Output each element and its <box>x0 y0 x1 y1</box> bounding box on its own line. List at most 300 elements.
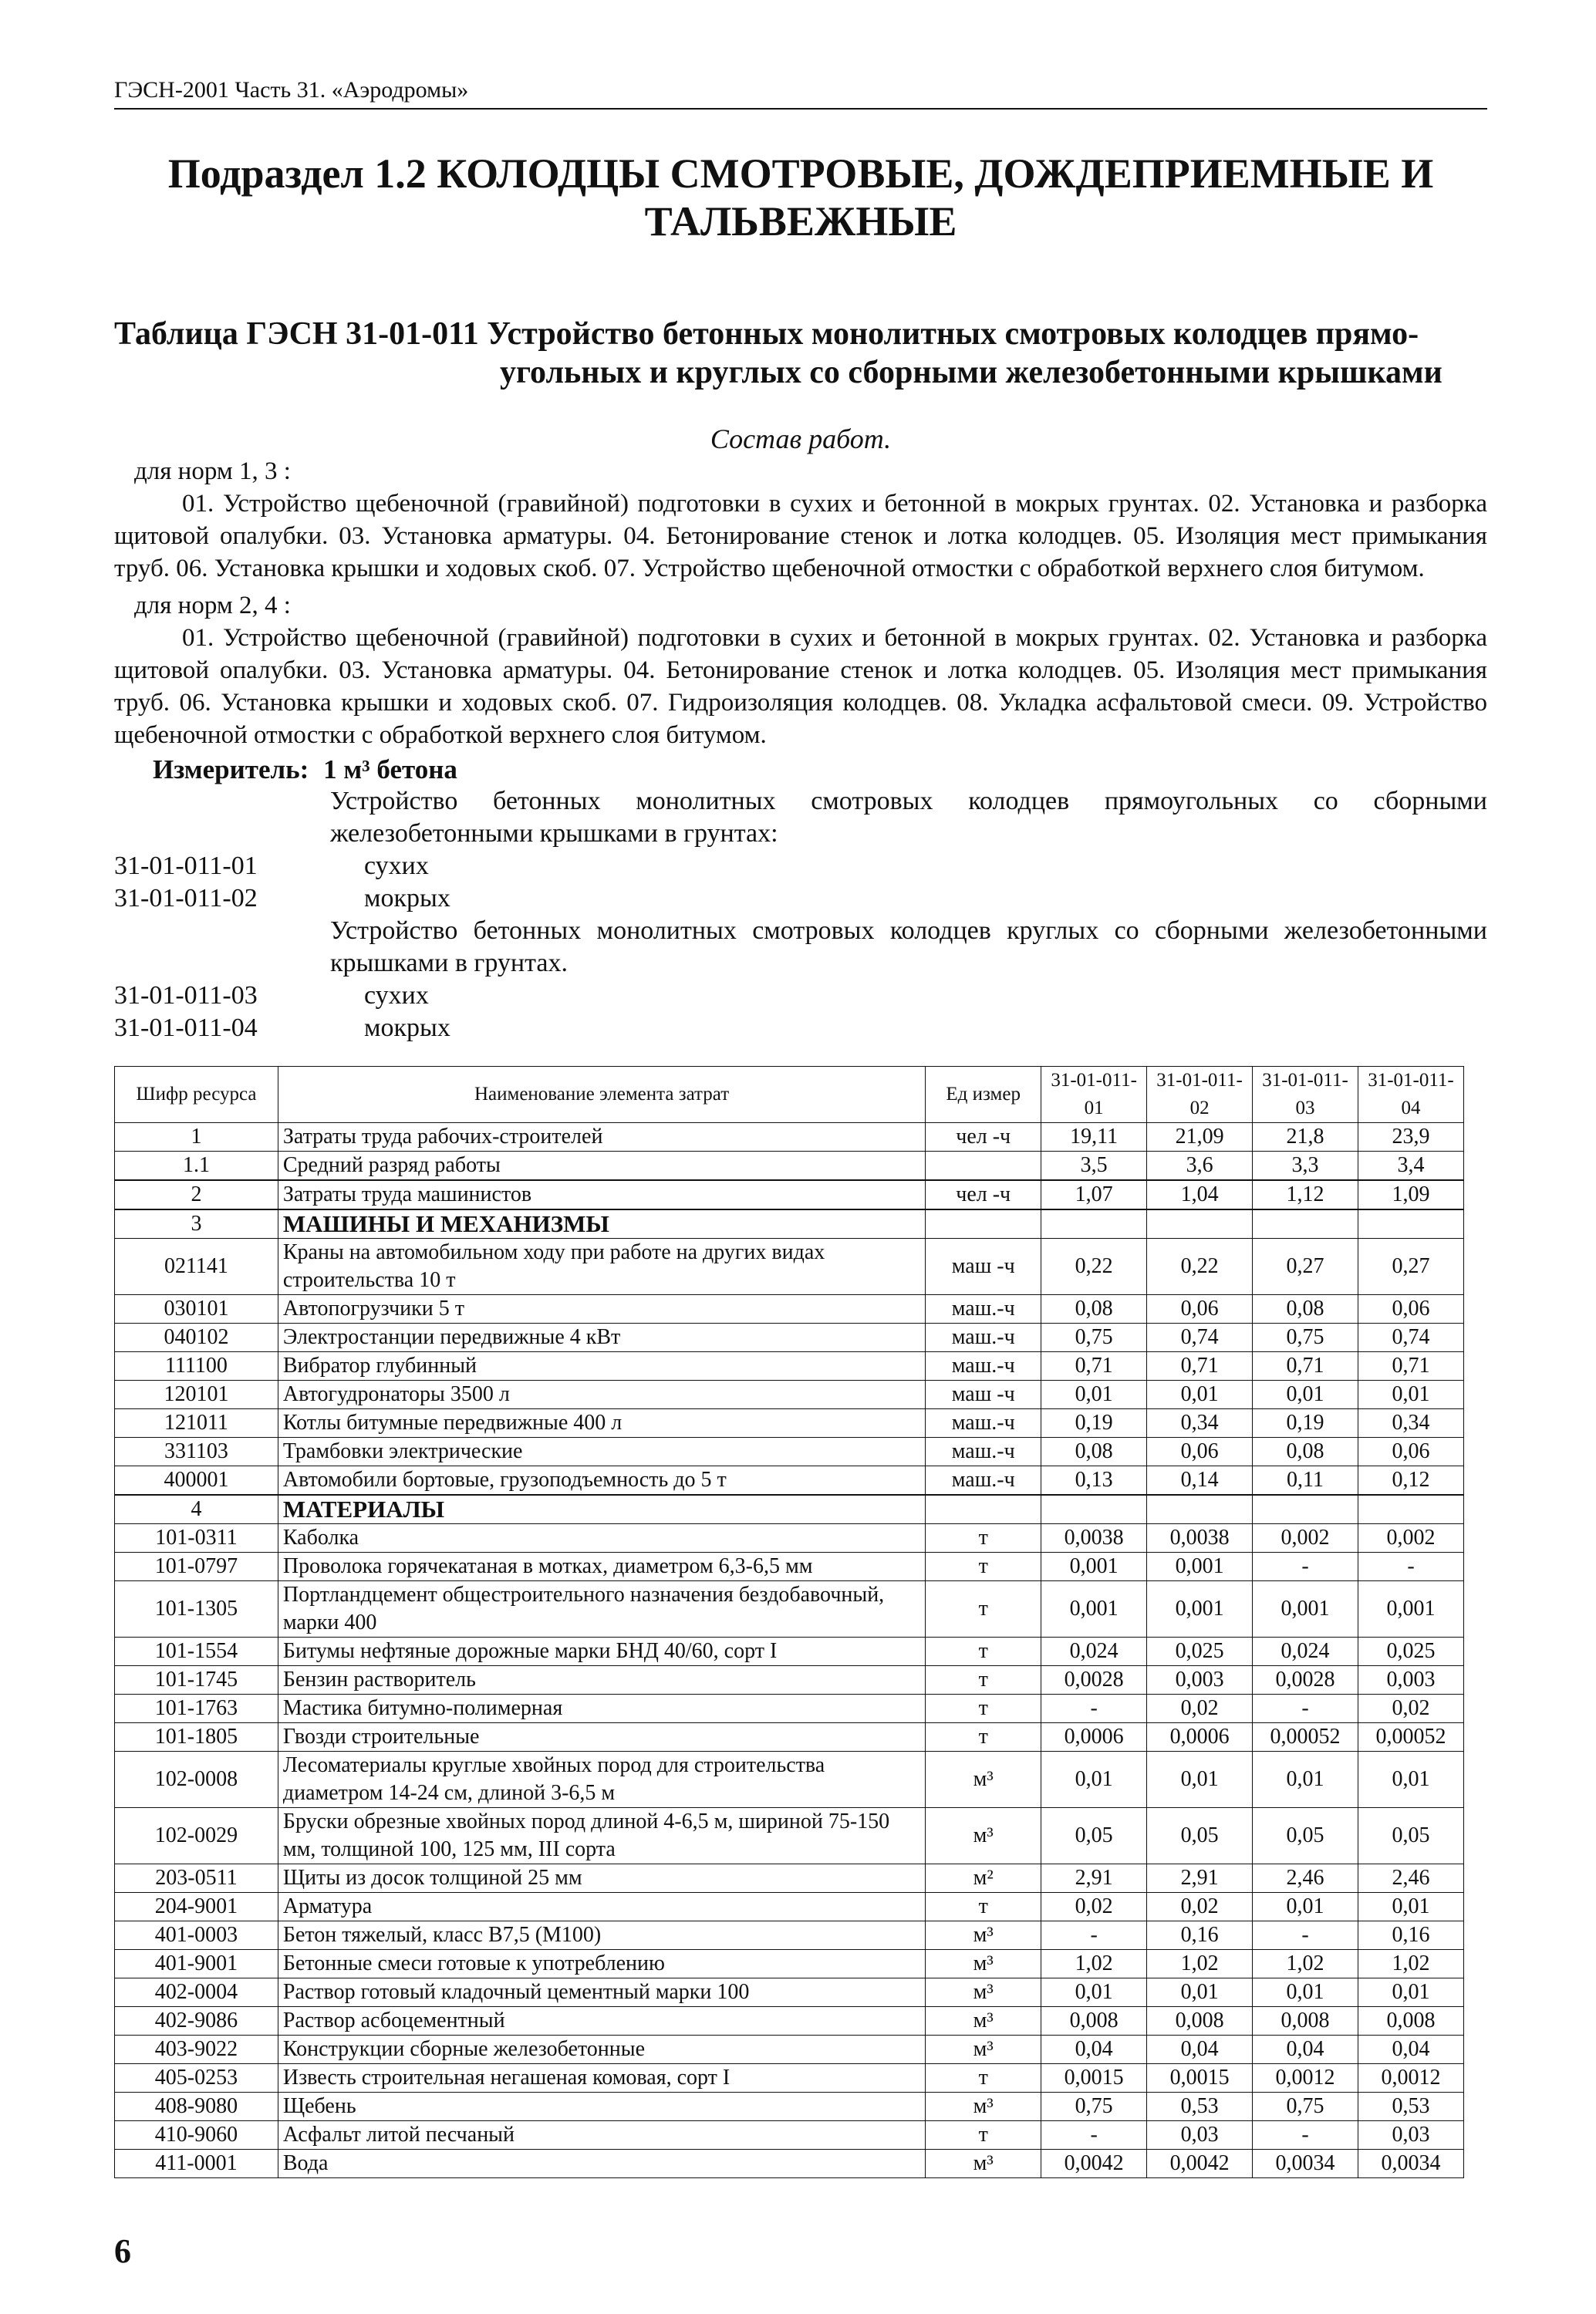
cell-code: 204-9001 <box>115 1893 278 1921</box>
cell-unit: т <box>926 1666 1041 1695</box>
cell-code: 101-1745 <box>115 1666 278 1695</box>
cell-col-1: - <box>1041 1921 1147 1950</box>
cell-col-2: 0,001 <box>1147 1553 1253 1581</box>
cell-code: 203-0511 <box>115 1864 278 1893</box>
cell-unit: м³ <box>926 1978 1041 2007</box>
norms-1-3-text: 01. Устройство щебеночной (гравийной) подготовки в сухих и бетонной в мокрых грунтах. 02. Установка и разборка щитовой опалубки. 03. Установка арматуры. 04. Бетонирование стенок и лотка колодцев. 05. Изоляция мест примыкания труб. 06. Установка крышки и ходовых скоб. 07. Устройство щебеночной отмостки с обработкой верхнего слоя битумом. <box>114 490 1487 582</box>
cell-col-2: 21,09 <box>1147 1123 1253 1152</box>
cell-code: 111100 <box>115 1352 278 1381</box>
cell-code: 408-9080 <box>115 2093 278 2121</box>
cell-col-2: 0,06 <box>1147 1295 1253 1324</box>
cell-name: Лесоматериалы круглые хвойных пород для строительства диаметром 14-24 см, длиной 3-6,5 м <box>278 1752 925 1808</box>
cell-col-2: 0,16 <box>1147 1921 1253 1950</box>
cell-col-4: 0,53 <box>1358 2093 1463 2121</box>
cell-name: Автогудронаторы 3500 л <box>278 1381 925 1409</box>
cell-col-2: 0,0038 <box>1147 1524 1253 1553</box>
cell-col-4: 23,9 <box>1358 1123 1463 1152</box>
cell-unit: маш -ч <box>926 1381 1041 1409</box>
cell-col-1: 0,0042 <box>1041 2150 1147 2178</box>
cell-col-2: 1,02 <box>1147 1950 1253 1978</box>
cell-code: 405-0253 <box>115 2064 278 2093</box>
cell-name: Котлы битумные передвижные 400 л <box>278 1409 925 1438</box>
cell-unit: т <box>926 1524 1041 1553</box>
cell-col-3: 0,04 <box>1253 2036 1358 2064</box>
cell-col-4: 0,02 <box>1358 1695 1463 1723</box>
header-col-3: 31-01-011-03 <box>1253 1067 1358 1123</box>
cell-unit: т <box>926 1695 1041 1723</box>
cell-col-2: 0,01 <box>1147 1752 1253 1808</box>
cell-col-4: 0,0034 <box>1358 2150 1463 2178</box>
cell-col-2: 0,0006 <box>1147 1723 1253 1752</box>
cell-code: 402-9086 <box>115 2007 278 2036</box>
cell-unit: маш -ч <box>926 1239 1041 1295</box>
cell-col-1: 0,08 <box>1041 1438 1147 1466</box>
variant-label: сухих <box>364 852 429 880</box>
table-row <box>115 1666 1464 1695</box>
cell-col-1: 0,001 <box>1041 1581 1147 1638</box>
cell-col-3: 0,71 <box>1253 1352 1358 1381</box>
cell-col-3: - <box>1253 1553 1358 1581</box>
header-col-2: 31-01-011-02 <box>1147 1067 1253 1123</box>
cell-col-2: 0,53 <box>1147 2093 1253 2121</box>
cell-code: 410-9060 <box>115 2121 278 2150</box>
cell-col-3: - <box>1253 2121 1358 2150</box>
cell-col-4: 0,27 <box>1358 1239 1463 1295</box>
cell-code: 102-0008 <box>115 1752 278 1808</box>
desc-rect-block <box>114 785 1487 850</box>
cell-col-4 <box>1358 1209 1463 1239</box>
cell-col-3: 0,11 <box>1253 1466 1358 1496</box>
table-row <box>115 1638 1464 1666</box>
cell-col-1: 0,04 <box>1041 2036 1147 2064</box>
cell-col-1: 0,05 <box>1041 1808 1147 1864</box>
cell-name: Конструкции сборные железобетонные <box>278 2036 925 2064</box>
cell-unit: м³ <box>926 2036 1041 2064</box>
header-code: Шифр ресурса <box>115 1067 278 1123</box>
cell-unit: м³ <box>926 1752 1041 1808</box>
variant-code: 31-01-011-03 <box>114 981 258 1010</box>
table-row <box>115 1409 1464 1438</box>
cell-name: Автопогрузчики 5 т <box>278 1295 925 1324</box>
cell-col-2: 0,01 <box>1147 1381 1253 1409</box>
variant-row <box>114 850 1487 882</box>
cell-code: 331103 <box>115 1438 278 1466</box>
header-unit: Ед измер <box>926 1067 1041 1123</box>
table-row <box>115 2036 1464 2064</box>
table-row <box>115 1978 1464 2007</box>
table-row <box>115 1152 1464 1181</box>
cell-col-2: 3,6 <box>1147 1152 1253 1181</box>
cell-unit: м³ <box>926 2007 1041 2036</box>
cell-code: 4 <box>115 1495 278 1524</box>
cell-col-3: - <box>1253 1921 1358 1950</box>
table-row <box>115 1524 1464 1553</box>
cell-col-3: 0,0028 <box>1253 1666 1358 1695</box>
cell-name: Вибратор глубинный <box>278 1352 925 1381</box>
cell-unit: маш.-ч <box>926 1466 1041 1496</box>
cell-code: 101-1554 <box>115 1638 278 1666</box>
header-col-4: 31-01-011-04 <box>1358 1067 1463 1123</box>
cell-unit: т <box>926 2064 1041 2093</box>
cell-name: Бензин растворитель <box>278 1666 925 1695</box>
cell-col-3 <box>1253 1209 1358 1239</box>
cell-code: 040102 <box>115 1324 278 1352</box>
cell-code: 101-0311 <box>115 1524 278 1553</box>
cell-unit: м³ <box>926 2150 1041 2178</box>
cell-name: Затраты труда машинистов <box>278 1180 925 1209</box>
norms-2-4-label: для норм 2, 4 : <box>134 592 291 619</box>
cell-col-3: 1,12 <box>1253 1180 1358 1209</box>
section-title: Подраздел 1.2 КОЛОДЦЫ СМОТРОВЫЕ, ДОЖДЕПРИЕМНЫЕ И ТАЛЬВЕЖНЫЕ <box>167 150 1434 245</box>
cell-col-2: 0,04 <box>1147 2036 1253 2064</box>
cell-col-2: 0,02 <box>1147 1695 1253 1723</box>
page-header: ГЭСН-2001 Часть 31. «Аэродромы» <box>114 77 1487 110</box>
cell-code: 030101 <box>115 1295 278 1324</box>
variant-label: сухих <box>364 981 429 1010</box>
table-header-row <box>115 1067 1464 1123</box>
cell-col-2: 0,008 <box>1147 2007 1253 2036</box>
cell-name: Автомобили бортовые, грузоподъемность до 5 т <box>278 1466 925 1496</box>
cell-col-3: 2,46 <box>1253 1864 1358 1893</box>
cell-unit: м³ <box>926 1950 1041 1978</box>
cell-name: Бетонные смеси готовые к употреблению <box>278 1950 925 1978</box>
cell-code: 403-9022 <box>115 2036 278 2064</box>
cell-code: 021141 <box>115 1239 278 1295</box>
norms-1-3-label: для норм 1, 3 : <box>134 457 291 485</box>
cell-unit: м³ <box>926 2093 1041 2121</box>
cell-col-2: 0,71 <box>1147 1352 1253 1381</box>
cell-name: Трамбовки электрические <box>278 1438 925 1466</box>
cell-col-4: 0,025 <box>1358 1638 1463 1666</box>
page-number: 6 <box>114 2232 131 2270</box>
cell-name: Щебень <box>278 2093 925 2121</box>
cell-col-2: 0,05 <box>1147 1808 1253 1864</box>
variant-label: мокрых <box>364 884 450 912</box>
cell-col-2: 0,06 <box>1147 1438 1253 1466</box>
cell-name: Бетон тяжелый, класс В7,5 (М100) <box>278 1921 925 1950</box>
cell-col-4: 0,04 <box>1358 2036 1463 2064</box>
cell-col-3: 0,008 <box>1253 2007 1358 2036</box>
header-col-1: 31-01-011-01 <box>1041 1067 1147 1123</box>
cell-unit: т <box>926 1581 1041 1638</box>
cell-unit: т <box>926 2121 1041 2150</box>
table-row <box>115 1324 1464 1352</box>
cell-col-3: 1,02 <box>1253 1950 1358 1978</box>
cell-col-1: 0,0006 <box>1041 1723 1147 1752</box>
cell-unit: маш.-ч <box>926 1324 1041 1352</box>
cell-col-1 <box>1041 1209 1147 1239</box>
table-body <box>115 1123 1464 2178</box>
cell-name: МАШИНЫ И МЕХАНИЗМЫ <box>278 1209 925 1239</box>
cell-col-3: 0,0034 <box>1253 2150 1358 2178</box>
measure-label: Измеритель: <box>153 754 309 784</box>
cell-col-2: 0,025 <box>1147 1638 1253 1666</box>
table-row <box>115 2121 1464 2150</box>
cell-code: 401-9001 <box>115 1950 278 1978</box>
desc-round: Устройство бетонных монолитных смотровых колодцев круглых со сборными железобетонными крышками в грунтах. <box>330 916 1487 977</box>
cell-code: 400001 <box>115 1466 278 1496</box>
cell-col-3: 0,0012 <box>1253 2064 1358 2093</box>
cell-col-4: 1,02 <box>1358 1950 1463 1978</box>
cell-code: 102-0029 <box>115 1808 278 1864</box>
cell-col-1: 0,08 <box>1041 1295 1147 1324</box>
cell-col-1: 0,0028 <box>1041 1666 1147 1695</box>
cell-col-3: 0,001 <box>1253 1581 1358 1638</box>
cell-code: 1 <box>115 1123 278 1152</box>
cell-col-3: 0,08 <box>1253 1295 1358 1324</box>
cell-name: Раствор готовый кладочный цементный марки 100 <box>278 1978 925 2007</box>
cell-col-3: 0,05 <box>1253 1808 1358 1864</box>
cell-col-2 <box>1147 1495 1253 1524</box>
cell-col-3: 0,27 <box>1253 1239 1358 1295</box>
cell-col-1: 0,0015 <box>1041 2064 1147 2093</box>
cell-col-2: 0,74 <box>1147 1324 1253 1352</box>
table-row <box>115 1581 1464 1638</box>
cell-col-1: - <box>1041 1695 1147 1723</box>
cell-col-4: 1,09 <box>1358 1180 1463 1209</box>
measure-value: 1 м³ бетона <box>323 754 457 784</box>
cell-name: Асфальт литой песчаный <box>278 2121 925 2150</box>
cell-col-1: 1,02 <box>1041 1950 1147 1978</box>
cell-name: Щиты из досок толщиной 25 мм <box>278 1864 925 1893</box>
table-row <box>115 1695 1464 1723</box>
table-title-line1: Таблица ГЭСН 31-01-011 Устройство бетонных монолитных смотровых колодцев прямо- <box>114 316 1419 352</box>
cell-col-2: 2,91 <box>1147 1864 1253 1893</box>
desc-round-block <box>114 915 1487 980</box>
cell-col-1: 0,024 <box>1041 1638 1147 1666</box>
table-row <box>115 1295 1464 1324</box>
cell-col-1: 0,13 <box>1041 1466 1147 1496</box>
cell-col-1: 1,07 <box>1041 1180 1147 1209</box>
table-row <box>115 1209 1464 1239</box>
resource-table <box>114 1066 1464 2178</box>
table-row <box>115 1864 1464 1893</box>
cell-col-3: - <box>1253 1695 1358 1723</box>
desc-rect: Устройство бетонных монолитных смотровых колодцев прямоугольных со сборными железобетонными крышками в грунтах: <box>330 787 1487 848</box>
cell-unit: м² <box>926 1864 1041 1893</box>
cell-unit: т <box>926 1893 1041 1921</box>
cell-col-4: 0,003 <box>1358 1666 1463 1695</box>
cell-col-2: 0,03 <box>1147 2121 1253 2150</box>
table-row <box>115 1553 1464 1581</box>
cell-col-4: 0,00052 <box>1358 1723 1463 1752</box>
cell-col-3: 0,75 <box>1253 1324 1358 1352</box>
table-row <box>115 2150 1464 2178</box>
cell-col-2: 0,34 <box>1147 1409 1253 1438</box>
cell-col-2: 0,003 <box>1147 1666 1253 1695</box>
cell-unit: м³ <box>926 1808 1041 1864</box>
cell-code: 121011 <box>115 1409 278 1438</box>
cell-code: 120101 <box>115 1381 278 1409</box>
cell-col-4: 0,05 <box>1358 1808 1463 1864</box>
cell-col-4: 0,06 <box>1358 1295 1463 1324</box>
cell-name: Арматура <box>278 1893 925 1921</box>
cell-col-3: 0,01 <box>1253 1752 1358 1808</box>
cell-code: 411-0001 <box>115 2150 278 2178</box>
cell-unit: т <box>926 1638 1041 1666</box>
table-row <box>115 2064 1464 2093</box>
cell-unit <box>926 1209 1041 1239</box>
cell-col-4: 0,16 <box>1358 1921 1463 1950</box>
cell-unit <box>926 1152 1041 1181</box>
cell-col-4: 0,34 <box>1358 1409 1463 1438</box>
cell-col-1: 0,19 <box>1041 1409 1147 1438</box>
cell-name: Портландцемент общестроительного назначения бездобавочный, марки 400 <box>278 1581 925 1638</box>
cell-col-1: 3,5 <box>1041 1152 1147 1181</box>
variant-row <box>114 1012 1487 1044</box>
table-row <box>115 1352 1464 1381</box>
cell-col-2: 0,01 <box>1147 1978 1253 2007</box>
cell-name: МАТЕРИАЛЫ <box>278 1495 925 1524</box>
table-row <box>115 1180 1464 1209</box>
cell-col-1: 0,008 <box>1041 2007 1147 2036</box>
measure <box>114 754 1487 785</box>
document-page <box>114 77 1487 2178</box>
cell-col-3 <box>1253 1495 1358 1524</box>
cell-col-4: 0,008 <box>1358 2007 1463 2036</box>
cell-col-2 <box>1147 1209 1253 1239</box>
cell-code: 101-1805 <box>115 1723 278 1752</box>
cell-col-1: 19,11 <box>1041 1123 1147 1152</box>
table-row <box>115 1381 1464 1409</box>
cell-col-3: 21,8 <box>1253 1123 1358 1152</box>
variant-code: 31-01-011-04 <box>114 1014 258 1042</box>
table-row <box>115 2093 1464 2121</box>
cell-col-3: 0,01 <box>1253 1381 1358 1409</box>
variant-row <box>114 882 1487 915</box>
cell-col-4: 3,4 <box>1358 1152 1463 1181</box>
table-title <box>114 315 1487 392</box>
cell-col-1: 0,71 <box>1041 1352 1147 1381</box>
cell-col-1: 0,01 <box>1041 1752 1147 1808</box>
table-row <box>115 1466 1464 1496</box>
cell-unit: чел -ч <box>926 1180 1041 1209</box>
cell-col-2: 0,001 <box>1147 1581 1253 1638</box>
cell-col-3: 0,024 <box>1253 1638 1358 1666</box>
cell-col-3: 3,3 <box>1253 1152 1358 1181</box>
cell-col-2: 0,0015 <box>1147 2064 1253 2093</box>
table-row <box>115 2007 1464 2036</box>
composition-title: Состав работ. <box>710 423 892 454</box>
cell-col-4: 0,01 <box>1358 1752 1463 1808</box>
table-row <box>115 1808 1464 1864</box>
cell-code: 101-1305 <box>115 1581 278 1638</box>
table-row <box>115 1723 1464 1752</box>
cell-col-3: 0,01 <box>1253 1893 1358 1921</box>
cell-col-2: 0,02 <box>1147 1893 1253 1921</box>
cell-col-1: 0,75 <box>1041 2093 1147 2121</box>
cell-col-4: 0,03 <box>1358 2121 1463 2150</box>
cell-col-3: 0,08 <box>1253 1438 1358 1466</box>
cell-col-1: - <box>1041 2121 1147 2150</box>
cell-col-3: 0,01 <box>1253 1978 1358 2007</box>
cell-name: Известь строительная негашеная комовая, сорт I <box>278 2064 925 2093</box>
cell-name: Раствор асбоцементный <box>278 2007 925 2036</box>
cell-unit: м³ <box>926 1921 1041 1950</box>
cell-name: Затраты труда рабочих-строителей <box>278 1123 925 1152</box>
table-row <box>115 1239 1464 1295</box>
table-row <box>115 1893 1464 1921</box>
cell-name: Мастика битумно-полимерная <box>278 1695 925 1723</box>
cell-unit: маш.-ч <box>926 1409 1041 1438</box>
cell-code: 101-1763 <box>115 1695 278 1723</box>
cell-name: Краны на автомобильном ходу при работе на других видах строительства 10 т <box>278 1239 925 1295</box>
variant-code: 31-01-011-02 <box>114 884 258 912</box>
cell-unit: маш.-ч <box>926 1295 1041 1324</box>
cell-unit: т <box>926 1553 1041 1581</box>
table-row <box>115 1921 1464 1950</box>
cell-name: Битумы нефтяные дорожные марки БНД 40/60, сорт I <box>278 1638 925 1666</box>
cell-col-4: 0,002 <box>1358 1524 1463 1553</box>
header-name: Наименование элемента затрат <box>278 1067 925 1123</box>
table-row <box>115 1123 1464 1152</box>
cell-col-4: 0,01 <box>1358 1381 1463 1409</box>
cell-code: 2 <box>115 1180 278 1209</box>
cell-col-4: 0,01 <box>1358 1893 1463 1921</box>
cell-code: 3 <box>115 1209 278 1239</box>
table-row <box>115 1752 1464 1808</box>
cell-col-4: 0,71 <box>1358 1352 1463 1381</box>
cell-col-2: 0,22 <box>1147 1239 1253 1295</box>
cell-col-3: 0,75 <box>1253 2093 1358 2121</box>
cell-col-4: 0,06 <box>1358 1438 1463 1466</box>
table-row <box>115 1438 1464 1466</box>
cell-col-2: 0,0042 <box>1147 2150 1253 2178</box>
cell-code: 401-0003 <box>115 1921 278 1950</box>
table-title-line2: угольных и круглых со сборными железобетонными крышками <box>500 355 1442 390</box>
cell-col-1: 0,75 <box>1041 1324 1147 1352</box>
cell-code: 402-0004 <box>115 1978 278 2007</box>
cell-unit: маш.-ч <box>926 1352 1041 1381</box>
cell-col-1: 0,01 <box>1041 1381 1147 1409</box>
variant-label: мокрых <box>364 1014 450 1042</box>
table-row <box>115 1495 1464 1524</box>
cell-name: Каболка <box>278 1524 925 1553</box>
variant-row <box>114 980 1487 1012</box>
cell-name: Бруски обрезные хвойных пород длиной 4-6,5 м, шириной 75-150 мм, толщиной 100, 125 мм, III сорта <box>278 1808 925 1864</box>
cell-col-4: 0,001 <box>1358 1581 1463 1638</box>
cell-col-4 <box>1358 1495 1463 1524</box>
cell-col-2: 0,14 <box>1147 1466 1253 1496</box>
cell-col-1: 2,91 <box>1041 1864 1147 1893</box>
cell-col-1: 0,02 <box>1041 1893 1147 1921</box>
cell-code: 101-0797 <box>115 1553 278 1581</box>
cell-code: 1.1 <box>115 1152 278 1181</box>
cell-col-4: - <box>1358 1553 1463 1581</box>
cell-col-1: 0,0038 <box>1041 1524 1147 1553</box>
cell-col-1: 0,001 <box>1041 1553 1147 1581</box>
cell-col-3: 0,00052 <box>1253 1723 1358 1752</box>
variant-code: 31-01-011-01 <box>114 852 258 880</box>
cell-unit <box>926 1495 1041 1524</box>
cell-col-4: 0,12 <box>1358 1466 1463 1496</box>
cell-col-4: 0,0012 <box>1358 2064 1463 2093</box>
cell-col-4: 0,74 <box>1358 1324 1463 1352</box>
norms-2-4-text: 01. Устройство щебеночной (гравийной) подготовки в сухих и бетонной в мокрых грунтах. 02. Установка и разборка щитовой опалубки. 03. Установка арматуры. 04. Бетонирование стенок и лотка колодцев. 05. Изоляция мест примыкания труб. 06. Установка крышки и ходовых скоб. 07. Гидроизоляция колодцев. 08. Укладка асфальтовой смеси. 09. Устройство щебеночной отмостки с обработкой верхнего слоя битумом. <box>114 624 1487 749</box>
cell-col-4: 2,46 <box>1358 1864 1463 1893</box>
cell-name: Средний разряд работы <box>278 1152 925 1181</box>
cell-name: Вода <box>278 2150 925 2178</box>
cell-col-2: 1,04 <box>1147 1180 1253 1209</box>
cell-name: Гвозди строительные <box>278 1723 925 1752</box>
cell-col-1: 0,22 <box>1041 1239 1147 1295</box>
cell-col-1: 0,01 <box>1041 1978 1147 2007</box>
cell-col-3: 0,19 <box>1253 1409 1358 1438</box>
cell-name: Проволока горячекатаная в мотках, диаметром 6,3-6,5 мм <box>278 1553 925 1581</box>
cell-col-4: 0,01 <box>1358 1978 1463 2007</box>
cell-name: Электростанции передвижные 4 кВт <box>278 1324 925 1352</box>
cell-unit: маш.-ч <box>926 1438 1041 1466</box>
